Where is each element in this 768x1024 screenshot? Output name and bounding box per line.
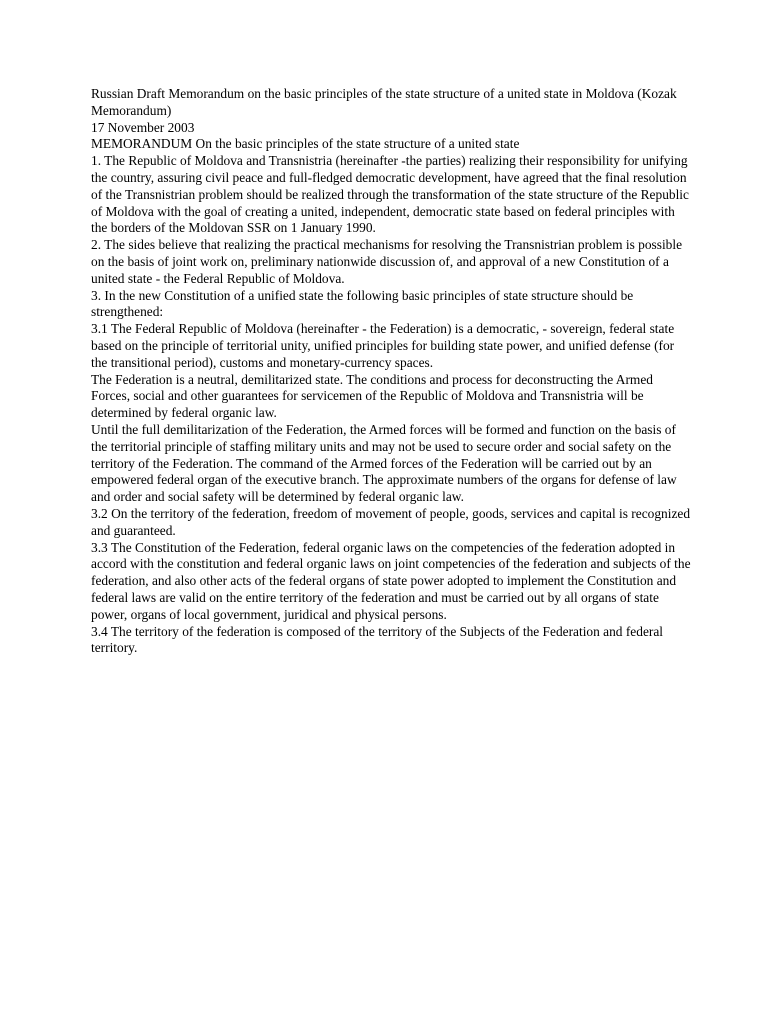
paragraph-armed-forces: Until the full demilitarization of the Federation, the Armed forces will be formed and function on the basis of the territorial principle of staffing military units and may not be used to secure order and social safety on the territory of the Federation. The command of the Armed forces of the Federation will be carried out by an empowered federal organ of the executive branch. The approximate numbers of the organs for defense of law and order and social safety will be determined by federal organic law.: [91, 421, 677, 505]
document-title: Russian Draft Memorandum on the basic principles of the state structure of a united state in Moldova (Kozak Memorandum): [91, 86, 677, 118]
paragraph-3: 3. In the new Constitution of a unified state the following basic principles of state structure should be strengthened:: [91, 287, 634, 320]
document-date: 17 November 2003: [91, 119, 195, 135]
paragraph-3-3: 3.3 The Constitution of the Federation, federal organic laws on the competencies of the federation adopted in accord with the constitution and federal organic laws on joint competencies of the federation and subjects of the federation, and also other acts of the federal organs of state power adopted to implement the Constitution and federal laws are valid on the entire territory of the federation and must be carried out by all organs of state power, organs of local government, juridical and physical persons.: [91, 539, 691, 622]
paragraph-neutral-state: The Federation is a neutral, demilitarized state. The conditions and process for deconstructing the Armed Forces, social and other guarantees for servicemen of the Republic of Moldova and Transnistria will be determined by federal organic law.: [91, 371, 653, 421]
paragraph-3-2: 3.2 On the territory of the federation, freedom of movement of people, goods, services and capital is recognized and guaranteed.: [91, 505, 691, 538]
document-body: [91, 86, 691, 657]
paragraph-3-1: 3.1 The Federal Republic of Moldova (hereinafter - the Federation) is a democratic, - sovereign, federal state based on the principle of territorial unity, unified principles for building state power, and unified defense (for the transitional period), customs and monetary-currency spaces.: [91, 321, 675, 370]
paragraph-2: 2. The sides believe that realizing the practical mechanisms for resolving the Transnistrian problem is possible on the basis of joint work on, preliminary nationwide discussion of, and approval of a new Constitution of a united state - the Federal Republic of Moldova.: [91, 237, 683, 286]
paragraph-3-4: 3.4 The territory of the federation is composed of the territory of the Subjects of the Federation and federal territory.: [91, 623, 664, 656]
paragraph-1: 1. The Republic of Moldova and Transnistria (hereinafter -the parties) realizing their responsibility for unifying the country, assuring civil peace and full-fledged democratic development, have agreed that the final resolution of the Transnistrian problem should be realized through the transformation of the state structure of the Republic of Moldova with the goal of creating a united, independent, democratic state based on federal principles with the borders of the Moldovan SSR on 1 January 1990.: [91, 153, 689, 236]
memorandum-heading: MEMORANDUM On the basic principles of the state structure of a united state: [91, 136, 520, 152]
